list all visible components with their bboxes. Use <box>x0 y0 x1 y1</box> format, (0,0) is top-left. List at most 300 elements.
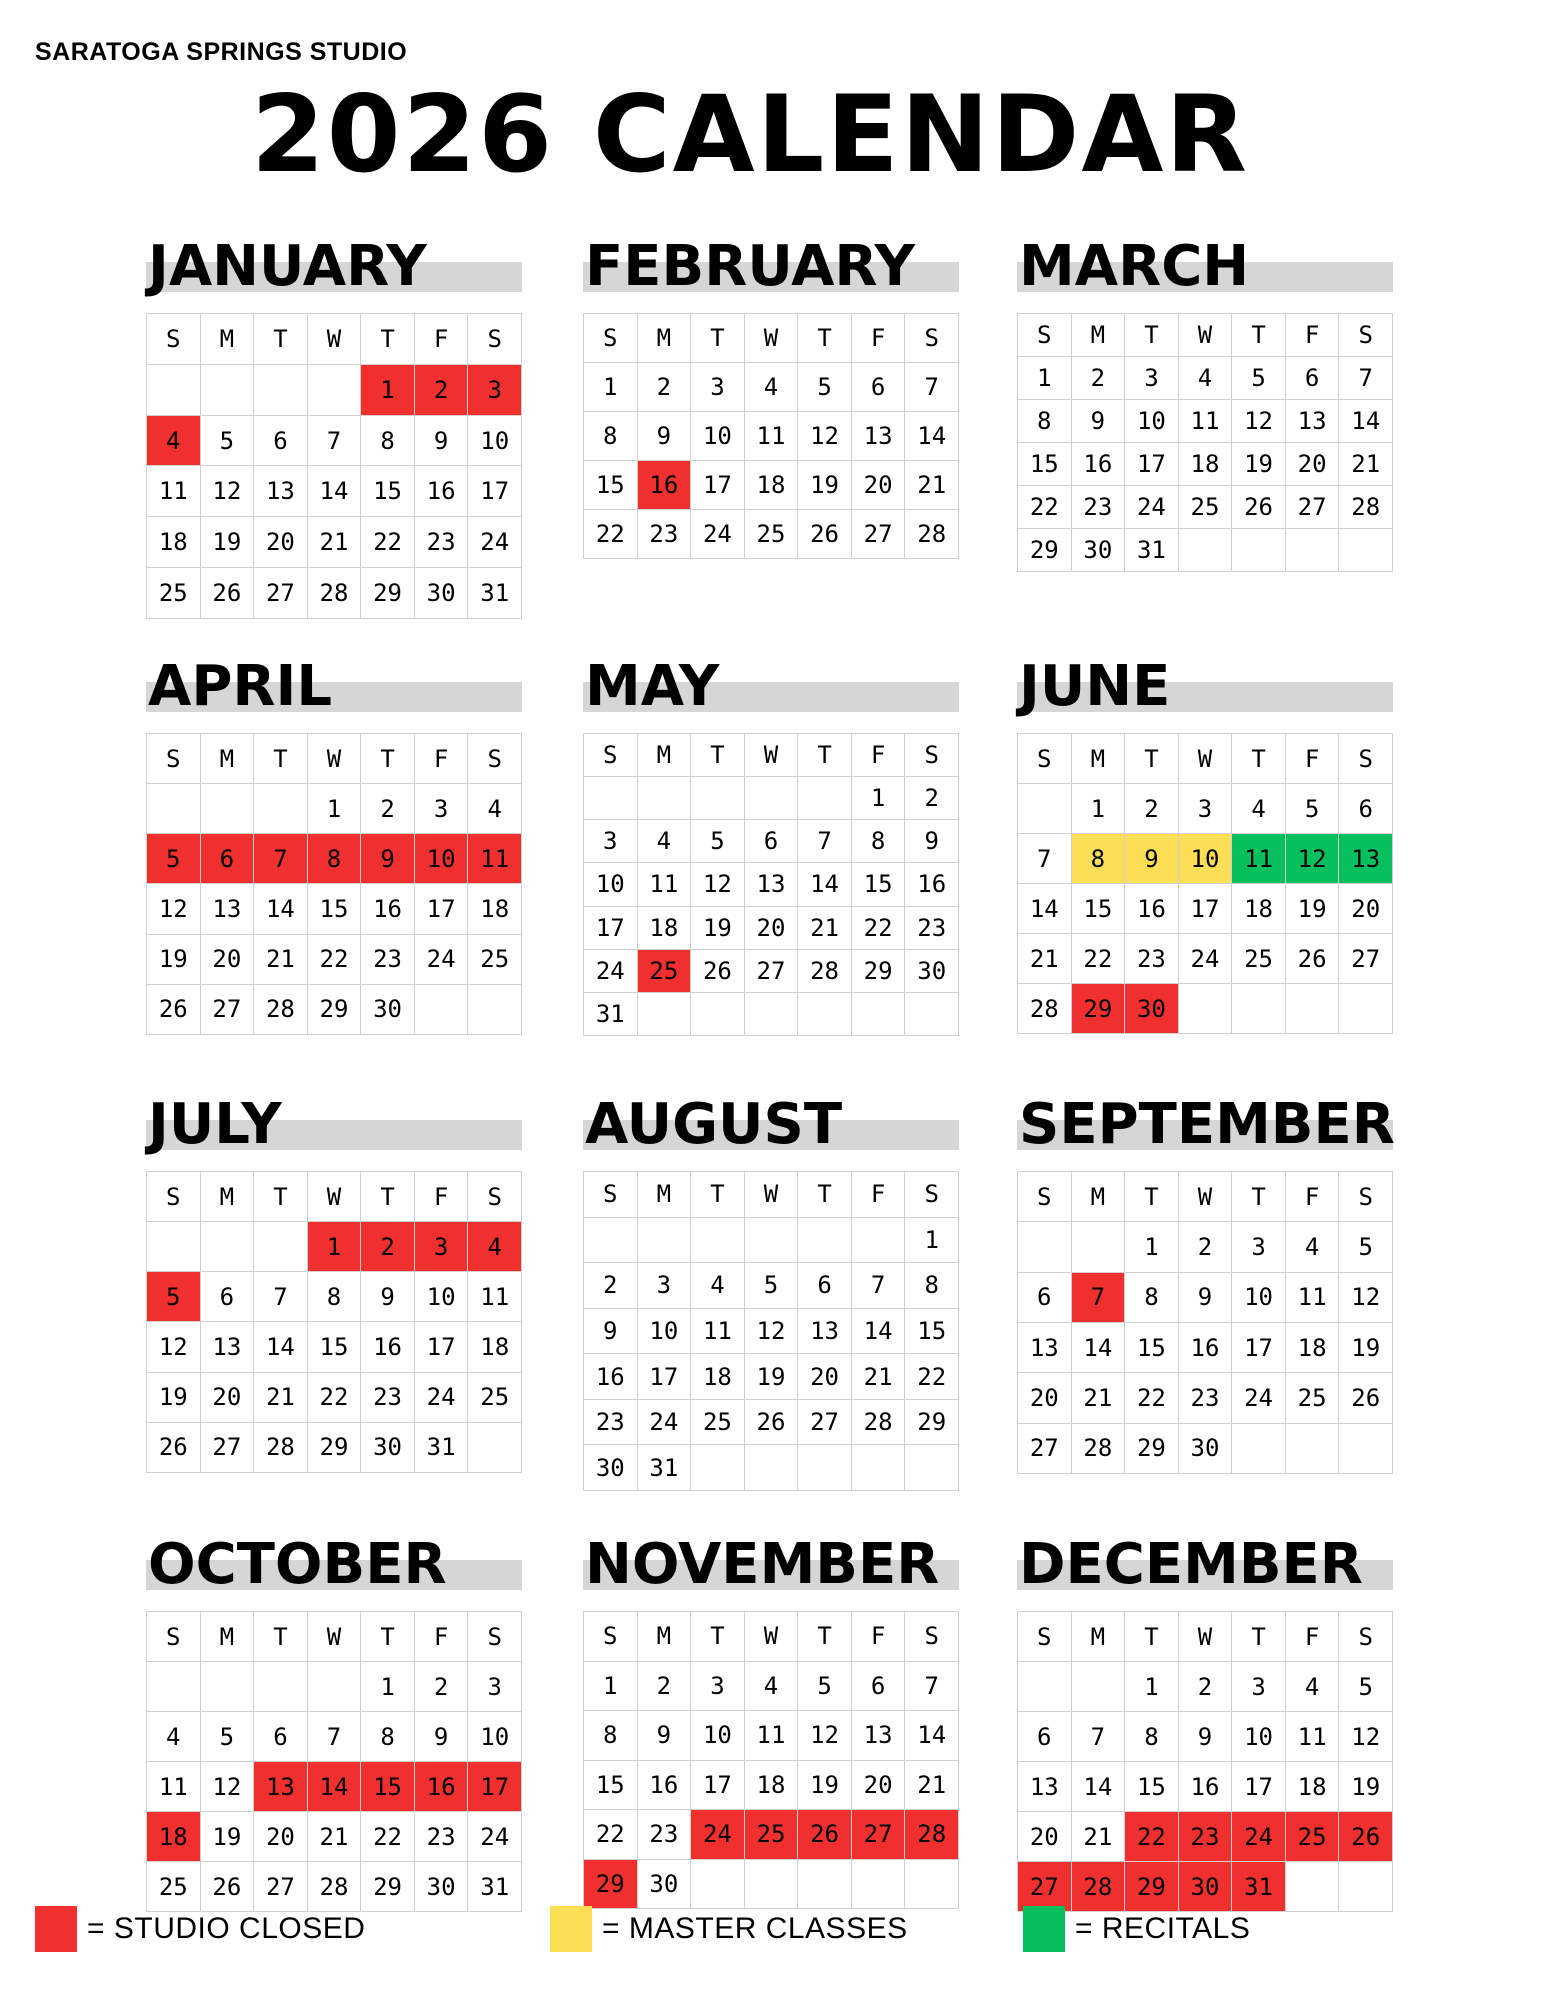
month-grid <box>583 1171 959 1491</box>
month-name: SEPTEMBER <box>1019 1092 1395 1157</box>
day-cell: 23 <box>361 1373 415 1423</box>
weekday-label: S <box>584 1172 638 1218</box>
day-cell: 30 <box>638 1860 692 1910</box>
day-cell: 30 <box>1125 984 1179 1034</box>
day-cell: 9 <box>415 1712 469 1762</box>
day-cell: 15 <box>905 1309 959 1355</box>
day-cell: 28 <box>905 510 959 559</box>
month-header <box>1017 1518 1393 1597</box>
empty-cell <box>905 1445 959 1491</box>
empty-cell <box>147 784 201 834</box>
day-cell: 29 <box>584 1860 638 1910</box>
day-cell: 17 <box>691 461 745 510</box>
month-grid <box>146 1611 522 1912</box>
day-cell: 17 <box>584 907 638 950</box>
day-cell: 24 <box>584 950 638 993</box>
day-cell: 3 <box>1232 1222 1286 1272</box>
day-cell: 1 <box>308 1222 362 1272</box>
day-cell: 25 <box>468 1373 522 1423</box>
day-cell: 14 <box>905 1711 959 1761</box>
day-cell: 26 <box>1339 1812 1393 1862</box>
day-cell: 15 <box>1072 884 1126 934</box>
day-cell: 25 <box>1286 1373 1340 1423</box>
day-cell: 19 <box>798 1761 852 1811</box>
empty-cell <box>254 784 308 834</box>
day-cell: 10 <box>1179 834 1233 884</box>
weekday-label: M <box>201 734 255 784</box>
day-cell: 21 <box>308 517 362 568</box>
day-cell: 10 <box>638 1309 692 1355</box>
empty-cell <box>1018 784 1072 834</box>
day-cell: 22 <box>308 935 362 985</box>
day-cell: 30 <box>584 1445 638 1491</box>
day-cell: 1 <box>905 1218 959 1264</box>
day-cell: 9 <box>415 416 469 467</box>
day-cell: 18 <box>468 1322 522 1372</box>
weekday-label: S <box>468 1612 522 1662</box>
day-cell: 28 <box>254 985 308 1035</box>
weekday-label: T <box>1125 314 1179 357</box>
day-cell: 15 <box>852 863 906 906</box>
legend-label-closed: = STUDIO CLOSED <box>87 1912 366 1945</box>
day-cell: 17 <box>415 1322 469 1372</box>
day-cell: 8 <box>1125 1273 1179 1323</box>
empty-cell <box>691 777 745 820</box>
day-cell: 10 <box>415 834 469 884</box>
weekday-label: M <box>201 1172 255 1222</box>
empty-cell <box>1179 984 1233 1034</box>
day-cell: 4 <box>1232 784 1286 834</box>
day-cell: 30 <box>1072 529 1126 572</box>
day-cell: 24 <box>415 935 469 985</box>
day-cell: 12 <box>1339 1273 1393 1323</box>
day-cell: 16 <box>1179 1762 1233 1812</box>
day-cell: 30 <box>415 568 469 619</box>
day-cell: 26 <box>798 510 852 559</box>
month-name: FEBRUARY <box>585 234 916 299</box>
day-cell: 13 <box>1286 400 1340 443</box>
day-cell: 23 <box>584 1400 638 1446</box>
month-header <box>1017 1078 1395 1157</box>
weekday-label: T <box>691 734 745 777</box>
day-cell: 19 <box>1339 1323 1393 1373</box>
empty-cell <box>691 993 745 1036</box>
day-cell: 29 <box>1125 1424 1179 1474</box>
day-cell: 22 <box>1018 486 1072 529</box>
day-cell: 8 <box>584 412 638 461</box>
day-cell: 28 <box>1072 1424 1126 1474</box>
day-cell: 2 <box>905 777 959 820</box>
day-cell: 14 <box>905 412 959 461</box>
day-cell: 25 <box>1286 1812 1340 1862</box>
day-cell: 15 <box>584 461 638 510</box>
day-cell: 31 <box>468 1862 522 1912</box>
empty-cell <box>745 1218 799 1264</box>
month-name: JUNE <box>1019 654 1171 719</box>
day-cell: 10 <box>691 1711 745 1761</box>
day-cell: 2 <box>361 1222 415 1272</box>
day-cell: 14 <box>852 1309 906 1355</box>
day-cell: 6 <box>745 820 799 863</box>
day-cell: 13 <box>852 1711 906 1761</box>
day-cell: 7 <box>852 1263 906 1309</box>
day-cell: 12 <box>147 1322 201 1372</box>
day-cell: 16 <box>361 1322 415 1372</box>
day-cell: 3 <box>468 365 522 416</box>
empty-cell <box>798 993 852 1036</box>
weekday-label: T <box>1125 1172 1179 1222</box>
day-cell: 16 <box>584 1354 638 1400</box>
day-cell: 19 <box>1232 443 1286 486</box>
day-cell: 9 <box>584 1309 638 1355</box>
weekday-label: S <box>468 734 522 784</box>
day-cell: 2 <box>638 1662 692 1712</box>
day-cell: 1 <box>1072 784 1126 834</box>
day-cell: 12 <box>1232 400 1286 443</box>
weekday-label: F <box>415 314 469 365</box>
day-cell: 16 <box>1072 443 1126 486</box>
day-cell: 13 <box>1018 1323 1072 1373</box>
day-cell: 6 <box>1286 357 1340 400</box>
empty-cell <box>147 365 201 416</box>
month-name: APRIL <box>148 654 333 719</box>
day-cell: 31 <box>1232 1862 1286 1912</box>
day-cell: 28 <box>1339 486 1393 529</box>
weekday-label: M <box>1072 1172 1126 1222</box>
day-cell: 30 <box>361 1423 415 1473</box>
day-cell: 18 <box>691 1354 745 1400</box>
day-cell: 19 <box>201 1812 255 1862</box>
day-cell: 19 <box>745 1354 799 1400</box>
month-grid <box>1017 1611 1393 1912</box>
weekday-label: T <box>798 1172 852 1218</box>
month-grid <box>583 1611 959 1909</box>
day-cell: 17 <box>415 884 469 934</box>
day-cell: 6 <box>201 1272 255 1322</box>
day-cell: 27 <box>1018 1424 1072 1474</box>
day-cell: 30 <box>905 950 959 993</box>
day-cell: 16 <box>415 466 469 517</box>
day-cell: 11 <box>468 1272 522 1322</box>
day-cell: 8 <box>308 1272 362 1322</box>
day-cell: 5 <box>201 1712 255 1762</box>
empty-cell <box>1179 529 1233 572</box>
empty-cell <box>1072 1222 1126 1272</box>
day-cell: 6 <box>798 1263 852 1309</box>
day-cell: 5 <box>691 820 745 863</box>
day-cell: 18 <box>1286 1762 1340 1812</box>
empty-cell <box>798 1860 852 1910</box>
day-cell: 3 <box>1179 784 1233 834</box>
day-cell: 26 <box>798 1810 852 1860</box>
weekday-label: F <box>1286 314 1340 357</box>
month-february <box>583 220 959 559</box>
empty-cell <box>1339 1424 1393 1474</box>
empty-cell <box>745 993 799 1036</box>
day-cell: 27 <box>201 985 255 1035</box>
day-cell: 20 <box>745 907 799 950</box>
day-cell: 18 <box>1232 884 1286 934</box>
day-cell: 27 <box>254 1862 308 1912</box>
day-cell: 3 <box>691 1662 745 1712</box>
empty-cell <box>852 1445 906 1491</box>
empty-cell <box>638 1218 692 1264</box>
weekday-label: S <box>1339 734 1393 784</box>
empty-cell <box>201 784 255 834</box>
weekday-label: M <box>1072 734 1126 784</box>
weekday-label: T <box>254 314 308 365</box>
legend-label-master: = MASTER CLASSES <box>602 1912 908 1945</box>
day-cell: 13 <box>745 863 799 906</box>
month-name: MARCH <box>1019 234 1250 299</box>
empty-cell <box>1339 984 1393 1034</box>
day-cell: 2 <box>584 1263 638 1309</box>
empty-cell <box>584 777 638 820</box>
day-cell: 25 <box>147 568 201 619</box>
day-cell: 4 <box>468 784 522 834</box>
day-cell: 18 <box>1286 1323 1340 1373</box>
day-cell: 24 <box>1232 1812 1286 1862</box>
day-cell: 28 <box>308 568 362 619</box>
day-cell: 1 <box>1125 1222 1179 1272</box>
day-cell: 8 <box>852 820 906 863</box>
day-cell: 3 <box>584 820 638 863</box>
weekday-label: M <box>201 1612 255 1662</box>
day-cell: 2 <box>415 365 469 416</box>
weekday-label: S <box>468 1172 522 1222</box>
day-cell: 6 <box>1018 1712 1072 1762</box>
month-grid <box>146 733 522 1035</box>
day-cell: 13 <box>201 1322 255 1372</box>
weekday-label: S <box>905 314 959 363</box>
weekday-label: W <box>1179 1612 1233 1662</box>
weekday-label: W <box>745 734 799 777</box>
day-cell: 10 <box>415 1272 469 1322</box>
empty-cell <box>147 1662 201 1712</box>
weekday-label: F <box>852 1172 906 1218</box>
day-cell: 5 <box>147 834 201 884</box>
day-cell: 11 <box>1232 834 1286 884</box>
month-name: MAY <box>585 654 720 719</box>
empty-cell <box>798 1445 852 1491</box>
day-cell: 4 <box>147 1712 201 1762</box>
month-name: NOVEMBER <box>585 1532 940 1597</box>
empty-cell <box>1232 529 1286 572</box>
day-cell: 10 <box>1232 1273 1286 1323</box>
empty-cell <box>201 1662 255 1712</box>
day-cell: 30 <box>415 1862 469 1912</box>
weekday-label: T <box>361 734 415 784</box>
day-cell: 23 <box>638 510 692 559</box>
empty-cell <box>254 365 308 416</box>
day-cell: 2 <box>1125 784 1179 834</box>
month-header <box>1017 220 1393 299</box>
day-cell: 1 <box>584 363 638 412</box>
day-cell: 1 <box>1125 1662 1179 1712</box>
day-cell: 7 <box>1072 1273 1126 1323</box>
day-cell: 3 <box>468 1662 522 1712</box>
month-march <box>1017 220 1393 572</box>
month-header <box>1017 640 1393 719</box>
day-cell: 12 <box>691 863 745 906</box>
weekday-label: S <box>1339 1172 1393 1222</box>
day-cell: 11 <box>745 1711 799 1761</box>
day-cell: 7 <box>905 1662 959 1712</box>
legend-swatch-closed <box>35 1906 77 1952</box>
day-cell: 13 <box>1018 1762 1072 1812</box>
day-cell: 28 <box>905 1810 959 1860</box>
day-cell: 18 <box>468 884 522 934</box>
day-cell: 3 <box>638 1263 692 1309</box>
month-name: JULY <box>148 1092 282 1157</box>
month-november <box>583 1518 959 1909</box>
day-cell: 4 <box>691 1263 745 1309</box>
day-cell: 8 <box>1125 1712 1179 1762</box>
day-cell: 2 <box>1179 1662 1233 1712</box>
weekday-label: T <box>691 314 745 363</box>
weekday-label: W <box>308 314 362 365</box>
day-cell: 25 <box>745 1810 799 1860</box>
day-cell: 23 <box>1072 486 1126 529</box>
empty-cell <box>584 1218 638 1264</box>
day-cell: 13 <box>798 1309 852 1355</box>
day-cell: 21 <box>254 1373 308 1423</box>
day-cell: 27 <box>254 568 308 619</box>
weekday-label: F <box>1286 1172 1340 1222</box>
empty-cell <box>201 1222 255 1272</box>
day-cell: 20 <box>852 461 906 510</box>
day-cell: 2 <box>638 363 692 412</box>
day-cell: 14 <box>254 884 308 934</box>
day-cell: 24 <box>415 1373 469 1423</box>
month-june <box>1017 640 1393 1034</box>
empty-cell <box>798 1218 852 1264</box>
day-cell: 15 <box>361 466 415 517</box>
day-cell: 2 <box>415 1662 469 1712</box>
weekday-label: S <box>147 314 201 365</box>
day-cell: 8 <box>905 1263 959 1309</box>
day-cell: 18 <box>1179 443 1233 486</box>
day-cell: 17 <box>1232 1323 1286 1373</box>
month-header <box>583 1078 959 1157</box>
month-name: AUGUST <box>585 1092 843 1157</box>
day-cell: 29 <box>905 1400 959 1446</box>
weekday-label: W <box>745 314 799 363</box>
day-cell: 26 <box>147 985 201 1035</box>
empty-cell <box>852 1860 906 1910</box>
day-cell: 27 <box>852 510 906 559</box>
day-cell: 8 <box>308 834 362 884</box>
day-cell: 13 <box>254 1762 308 1812</box>
empty-cell <box>1018 1662 1072 1712</box>
empty-cell <box>691 1445 745 1491</box>
empty-cell <box>1286 529 1340 572</box>
day-cell: 21 <box>1072 1812 1126 1862</box>
month-may <box>583 640 959 1036</box>
weekday-label: S <box>147 734 201 784</box>
day-cell: 14 <box>798 863 852 906</box>
legend-master <box>550 1906 908 1952</box>
day-cell: 15 <box>1125 1762 1179 1812</box>
day-cell: 3 <box>415 784 469 834</box>
day-cell: 28 <box>852 1400 906 1446</box>
day-cell: 18 <box>638 907 692 950</box>
month-grid <box>583 733 959 1036</box>
day-cell: 14 <box>254 1322 308 1372</box>
weekday-label: S <box>584 734 638 777</box>
day-cell: 7 <box>798 820 852 863</box>
day-cell: 29 <box>1018 529 1072 572</box>
weekday-label: S <box>1339 1612 1393 1662</box>
weekday-label: T <box>798 734 852 777</box>
day-cell: 17 <box>1232 1762 1286 1812</box>
day-cell: 7 <box>1072 1712 1126 1762</box>
day-cell: 20 <box>852 1761 906 1811</box>
day-cell: 4 <box>1286 1222 1340 1272</box>
day-cell: 22 <box>584 1810 638 1860</box>
weekday-label: W <box>1179 1172 1233 1222</box>
day-cell: 16 <box>638 461 692 510</box>
month-grid <box>146 313 522 619</box>
day-cell: 23 <box>415 1812 469 1862</box>
day-cell: 14 <box>308 1762 362 1812</box>
day-cell: 10 <box>691 412 745 461</box>
day-cell: 27 <box>1286 486 1340 529</box>
weekday-label: S <box>1018 734 1072 784</box>
day-cell: 9 <box>1179 1712 1233 1762</box>
day-cell: 1 <box>852 777 906 820</box>
day-cell: 11 <box>468 834 522 884</box>
month-april <box>146 640 522 1035</box>
weekday-label: F <box>1286 734 1340 784</box>
month-grid <box>1017 313 1393 572</box>
weekday-label: S <box>905 1172 959 1218</box>
day-cell: 31 <box>468 568 522 619</box>
day-cell: 5 <box>798 1662 852 1712</box>
weekday-label: T <box>361 1172 415 1222</box>
day-cell: 28 <box>1018 984 1072 1034</box>
day-cell: 3 <box>1232 1662 1286 1712</box>
day-cell: 5 <box>1286 784 1340 834</box>
weekday-label: M <box>638 1172 692 1218</box>
day-cell: 19 <box>691 907 745 950</box>
empty-cell <box>308 1662 362 1712</box>
day-cell: 24 <box>468 1812 522 1862</box>
day-cell: 23 <box>1179 1812 1233 1862</box>
day-cell: 20 <box>1286 443 1340 486</box>
day-cell: 16 <box>905 863 959 906</box>
month-name: DECEMBER <box>1019 1532 1363 1597</box>
weekday-label: W <box>308 734 362 784</box>
empty-cell <box>1232 984 1286 1034</box>
day-cell: 22 <box>584 510 638 559</box>
day-cell: 26 <box>691 950 745 993</box>
legend-closed <box>35 1906 365 1952</box>
weekday-label: F <box>852 1612 906 1662</box>
weekday-label: T <box>798 314 852 363</box>
day-cell: 29 <box>852 950 906 993</box>
day-cell: 29 <box>361 1862 415 1912</box>
day-cell: 19 <box>798 461 852 510</box>
day-cell: 28 <box>254 1423 308 1473</box>
day-cell: 21 <box>852 1354 906 1400</box>
day-cell: 9 <box>638 412 692 461</box>
day-cell: 27 <box>852 1810 906 1860</box>
day-cell: 11 <box>691 1309 745 1355</box>
day-cell: 3 <box>1125 357 1179 400</box>
weekday-label: T <box>361 1612 415 1662</box>
day-cell: 5 <box>1232 357 1286 400</box>
